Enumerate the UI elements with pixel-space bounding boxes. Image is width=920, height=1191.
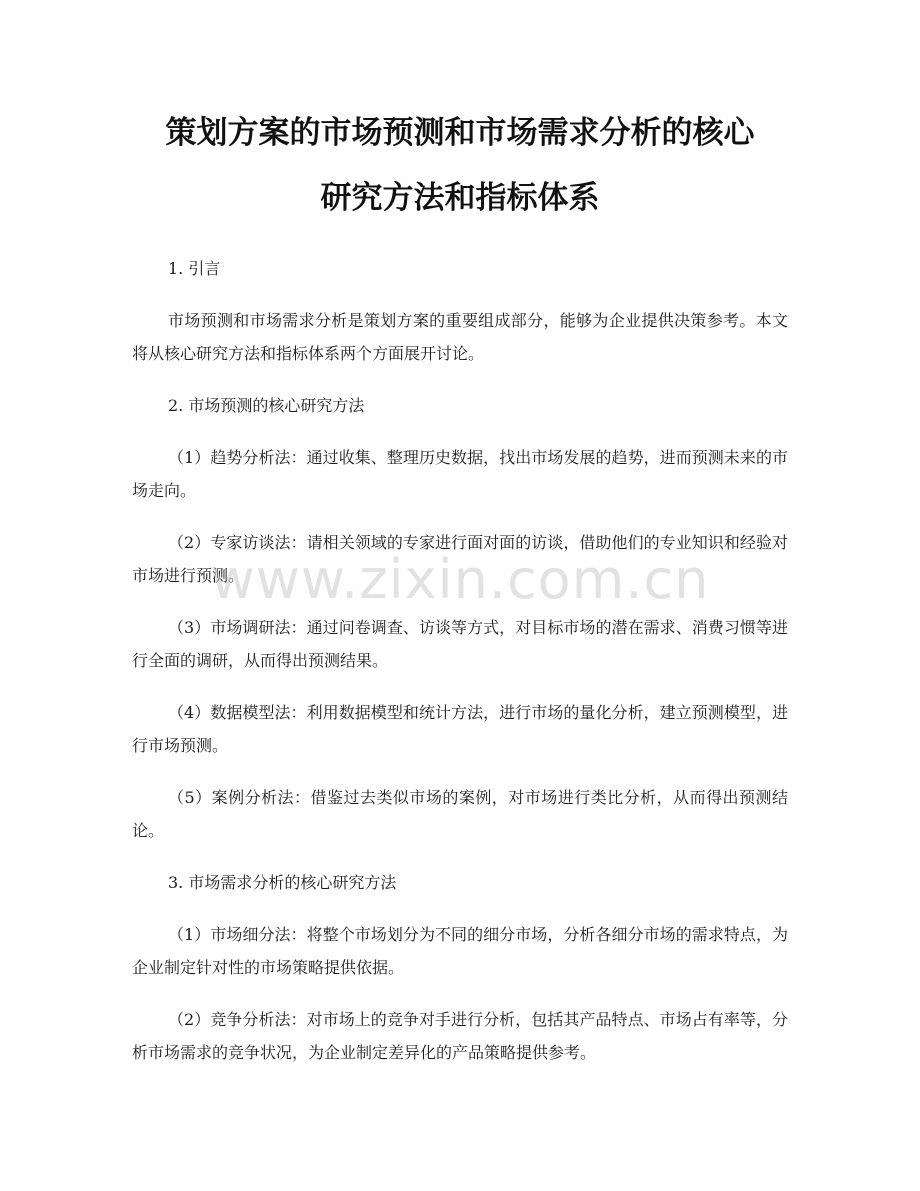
section-2-paragraph-3: （3）市场调研法：通过问卷调查、访谈等方式，对目标市场的潜在需求、消费习惯等进行全面的调研，从而得出预测结果。	[132, 618, 788, 670]
section-2-paragraph-2: （2）专家访谈法：请相关领域的专家进行面对面的访谈，借助他们的专业知识和经验对市场进行预测。	[132, 533, 788, 585]
section-2-paragraph-4: （4）数据模型法：利用数据模型和统计方法，进行市场的量化分析，建立预测模型，进行市场预测。	[132, 703, 788, 755]
section-1-paragraph-1: 市场预测和市场需求分析是策划方案的重要组成部分，能够为企业提供决策参考。本文将从核心研究方法和指标体系两个方面展开讨论。	[132, 311, 788, 363]
section-2-heading: 2. 市场预测的核心研究方法	[168, 396, 365, 415]
section-1-heading: 1. 引言	[168, 259, 221, 278]
section-2-paragraph-1: （1）趋势分析法：通过收集、整理历史数据，找出市场发展的趋势，进而预测未来的市场走向。	[132, 448, 788, 500]
section-2-paragraph-5: （5）案例分析法：借鉴过去类似市场的案例，对市场进行类比分析，从而得出预测结论。	[132, 788, 788, 840]
section-3-paragraph-2: （2）竞争分析法：对市场上的竞争对手进行分析，包括其产品特点、市场占有率等，分析市场需求的竞争状况，为企业制定差异化的产品策略提供参考。	[132, 1010, 788, 1062]
document-title-line-2: 研究方法和指标体系	[320, 180, 600, 216]
watermark-text: www.zixin.com.cn	[210, 548, 710, 611]
section-3-heading: 3. 市场需求分析的核心研究方法	[168, 873, 397, 892]
section-3-paragraph-1: （1）市场细分法：将整个市场划分为不同的细分市场，分析各细分市场的需求特点，为企业制定针对性的市场策略提供依据。	[132, 925, 788, 977]
document-title-line-1: 策划方案的市场预测和市场需求分析的核心	[165, 115, 755, 151]
document-body	[132, 252, 788, 1088]
